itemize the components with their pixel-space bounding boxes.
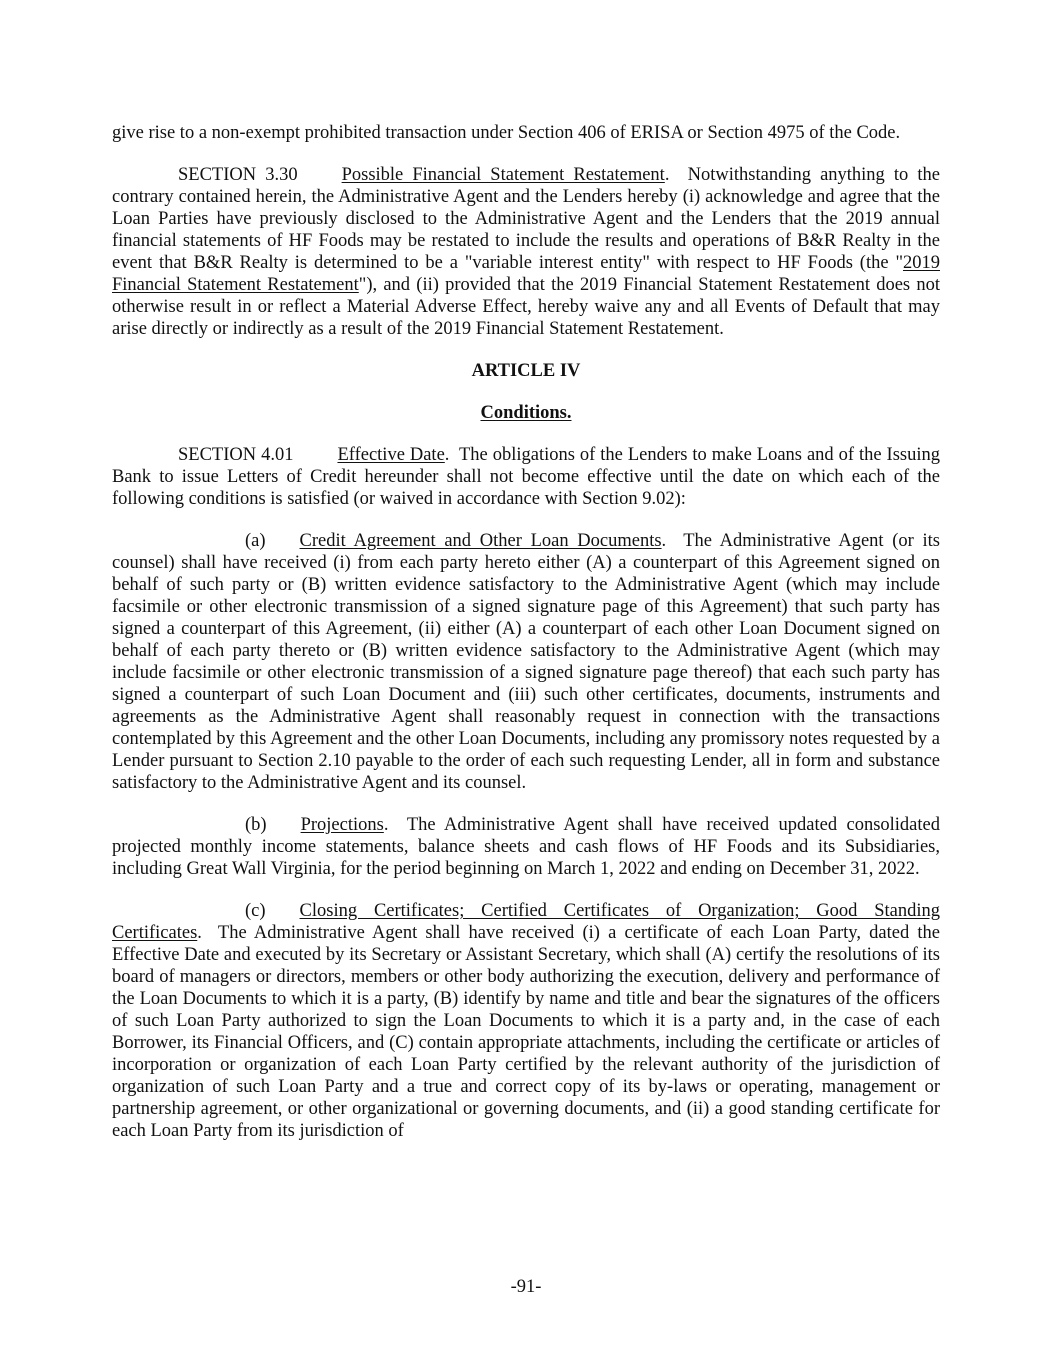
subsection-paragraph (112, 530, 940, 794)
text-run: . The Administrative Agent shall have received (i) a certificate of each Loan Party, dated the Effective Date and executed by its Secretary or Assistant Secretary, which shall (A) certify the resolutions of its board of managers or directors, members or other body authorizing the execution, delivery and performance of the Loan Documents to which it is a party, (B) identify by name and title and bear the signatures of the officers of such Loan Party authorized to sign the Loan Documents to which it is a party and, in the case of each Borrower, its Financial Officers, and (C) contain appropriate attachments, including the certificate or articles of incorporation or organization of each Loan Party certified by the relevant authority of the jurisdiction of organization of such Loan Party and a true and correct copy of its by-laws or operating, management or partnership agreement, or other organizational or governing documents, and (ii) a good standing certificate for each Loan Party from its jurisdiction of (112, 923, 940, 1141)
text-run: (b) (245, 815, 267, 835)
section-paragraph (112, 444, 940, 510)
subsection-paragraph (112, 900, 940, 1142)
text-run: . The Administrative Agent (or its counsel) shall have received (i) from each party hereto either (A) a counterpart of this Agreement signed on behalf of such party or (B) written evidence satisfactory to the Administrative Agent (which may include facsimile or other electronic transmission of a signed signature page of this Agreement) that such party has signed a counterpart of this Agreement, (ii) either (A) a counterpart of each other Loan Document signed on behalf of each party thereto or (B) written evidence satisfactory to the Administrative Agent (which may include facsimile or other electronic transmission of a signed signature page thereof) that each such party has signed a counterpart of such Loan Document and (iii) such other certificates, documents, instruments and agreements as the Administrative Agent shall reasonably request in connection with the transactions contemplated by this Agreement and the other Loan Documents, including any promissory notes requested by a Lender pursuant to Section 2.10 payable to the order of each such requesting Lender, all in form and substance satisfactory to the Administrative Agent and its counsel. (112, 531, 940, 793)
underlined-term: Projections (300, 815, 384, 835)
text-run: . Notwithstanding anything to the contrary contained herein, the Administrative Agent and the Lenders hereby (i) acknowledge and agree that the Loan Parties have previously disclosed to the Administrative Agent and the Lenders that the 2019 annual financial statements of HF Foods may be restated to include the results and operations of B&R Realty in the event that B&R Realty is determined to be a "variable interest entity" with respect to HF Foods (the " (112, 165, 940, 273)
page-number: -91- (510, 1277, 542, 1297)
text-run: SECTION 4.01 (178, 445, 294, 465)
subsection-paragraph (112, 814, 940, 880)
underlined-term: Effective Date (337, 445, 445, 465)
text-run: (a) (245, 531, 266, 551)
section-paragraph (112, 164, 940, 340)
section-title-heading (112, 402, 940, 424)
underlined-term: Conditions. (480, 403, 572, 423)
article-heading (112, 360, 940, 382)
underlined-term: Closing Certificates; Certified Certificates of Organization; Good Standing Certificates (112, 901, 940, 943)
underlined-term: 2019 Financial Statement Restatement (112, 253, 940, 295)
text-run: SECTION 3.30 (178, 165, 298, 185)
text-run: . The obligations of the Lenders to make Loans and of the Issuing Bank to issue Letters of Credit hereunder shall not become effective until the date on which each of the following conditions is satisfied (or waived in accordance with Section 9.02): (112, 445, 940, 509)
underlined-term: Credit Agreement and Other Loan Documents (299, 531, 662, 551)
text-run: . The Administrative Agent shall have received updated consolidated projected monthly income statements, balance sheets and cash flows of HF Foods and its Subsidiaries, including Great Wall Virginia, for the period beginning on March 1, 2022 and ending on December 31, 2022. (112, 815, 940, 879)
text-run: "), and (ii) provided that the 2019 Financial Statement Restatement does not otherwise result in or reflect a Material Adverse Effect, hereby waive any and all Events of Default that may arise directly or indirectly as a result of the 2019 Financial Statement Restatement. (112, 275, 940, 339)
document-body (112, 122, 940, 1162)
continuation-paragraph (112, 122, 940, 144)
underlined-term: Possible Financial Statement Restatement (341, 165, 665, 185)
text-run: ARTICLE IV (471, 361, 581, 381)
text-run: (c) (245, 901, 266, 921)
text-run: give rise to a non-exempt prohibited transaction under Section 406 of ERISA or Section 4975 of the Code. (112, 123, 901, 143)
